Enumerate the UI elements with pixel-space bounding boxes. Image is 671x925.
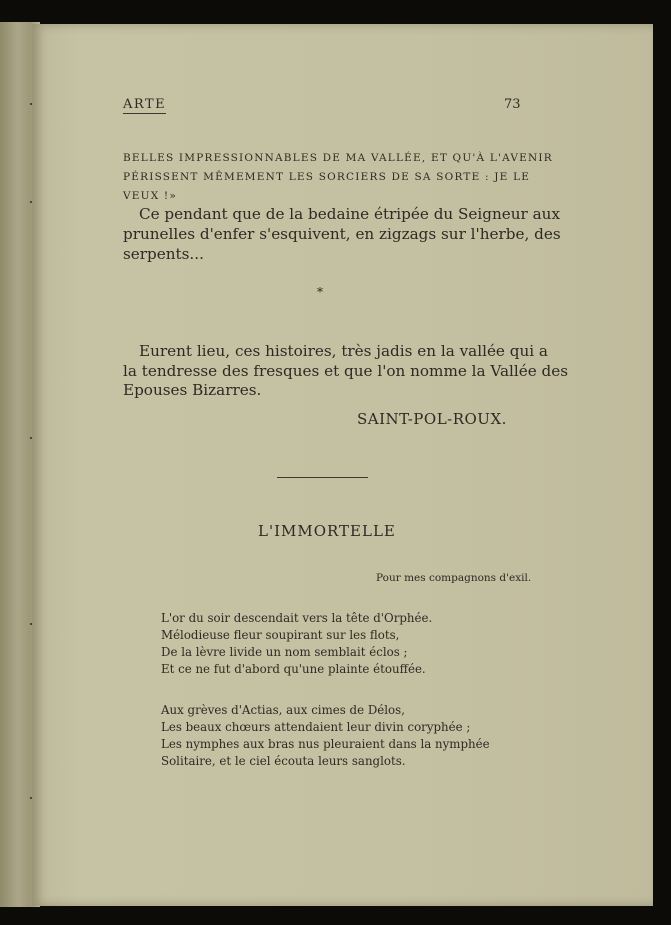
verse-line: Les beaux chœurs attendaient leur divin coryphée ;: [161, 720, 471, 734]
verse-line: Et ce ne fut d'abord qu'une plainte étouffée.: [161, 662, 426, 676]
prose-line: Ce pendant que de la bedaine étripée du Seigneur aux: [139, 205, 561, 223]
prose-line: Eurent lieu, ces histoires, très jadis en la vallée qui a: [139, 342, 548, 360]
verse-line: Les nymphes aux bras nus pleuraient dans la nymphée: [161, 737, 490, 751]
verse-line: Solitaire, et le ciel écouta leurs sanglots.: [161, 754, 406, 768]
caps-line: VEUX !»: [123, 190, 177, 202]
running-title: ARTE: [123, 97, 167, 112]
verse-line: Aux grèves d'Actias, aux cimes de Délos,: [161, 703, 405, 717]
poem-title: L'IMMORTELLE: [258, 522, 396, 540]
section-separator: *: [317, 285, 323, 299]
page-number: 73: [504, 97, 521, 112]
section-rule: [277, 477, 368, 478]
verse-line: Mélodieuse fleur soupirant sur les flots,: [161, 628, 400, 642]
caps-line: PÉRISSENT MÊMEMENT LES SORCIERS DE SA SORTE : JE LE: [123, 171, 531, 183]
author-signature: SAINT-POL-ROUX.: [357, 410, 507, 428]
poem-dedication: Pour mes compagnons d'exil.: [376, 572, 532, 584]
prose-line: prunelles d'enfer s'esquivent, en zigzags sur l'herbe, des: [123, 225, 561, 243]
verse-line: De la lèvre livide un nom semblait éclos ;: [161, 645, 408, 659]
prose-line: serpents...: [123, 245, 204, 263]
verse-line: L'or du soir descendait vers la tête d'Orphée.: [161, 611, 433, 625]
prose-line: Epouses Bizarres.: [123, 381, 262, 399]
prose-line: la tendresse des fresques et que l'on nomme la Vallée des: [123, 362, 569, 380]
caps-line: BELLES IMPRESSIONNABLES DE MA VALLÉE, ET QU'À L'AVENIR: [123, 152, 553, 164]
